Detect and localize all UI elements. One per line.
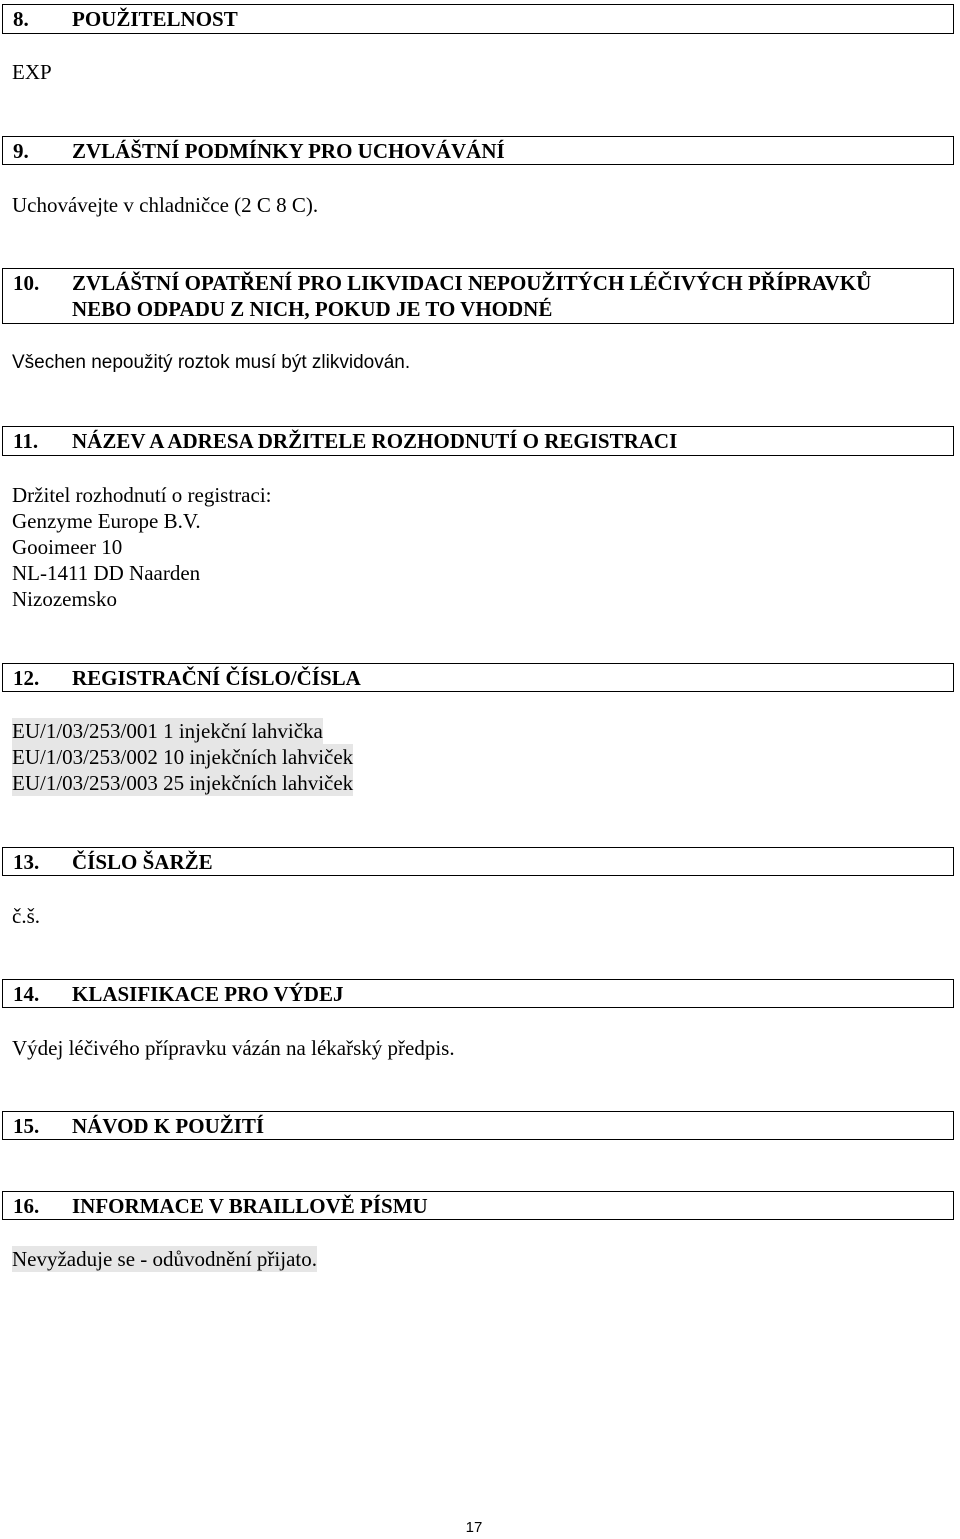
holder-country: Nizozemsko [12,587,117,611]
holder-street: Gooimeer 10 [12,535,123,559]
section-number: 16. [13,1194,40,1218]
section-11-header [2,426,954,456]
classification-text: Výdej léčivého přípravku vázán na lékařský předpis. [12,1036,455,1060]
section-title-line-2: NEBO ODPADU Z NICH, POKUD JE TO VHODNÉ [72,297,553,321]
section-9-header [2,136,954,165]
expiry-text: EXP [12,60,52,84]
section-title: NÁZEV A ADRESA DRŽITELE ROZHODNUTÍ O REGISTRACI [72,429,678,453]
section-8-header [2,4,954,34]
braille-text: Nevyžaduje se - odůvodnění přijato. [12,1247,317,1271]
section-title: REGISTRAČNÍ ČÍSLO/ČÍSLA [72,666,361,690]
holder-city: NL-1411 DD Naarden [12,561,201,585]
section-number: 11. [13,429,39,453]
holder-company: Genzyme Europe B.V. [12,509,201,533]
section-title: KLASIFIKACE PRO VÝDEJ [72,982,344,1006]
section-title: ZVLÁŠTNÍ PODMÍNKY PRO UCHOVÁVÁNÍ [72,139,505,163]
registration-number: EU/1/03/253/003 25 injekčních lahviček [12,771,354,795]
section-number: 12. [13,666,40,690]
section-15-header [2,1111,954,1140]
storage-text: Uchovávejte v chladničce (2 C 8 C). [12,193,319,217]
section-12-header [2,663,954,692]
section-14-header [2,979,954,1008]
section-title: INFORMACE V BRAILLOVĚ PÍSMU [72,1194,428,1218]
section-title: POUŽITELNOST [72,7,238,31]
page-number: 17 [465,1519,483,1536]
section-number: 13. [13,850,40,874]
section-10-header [2,268,954,324]
disposal-text: Všechen nepoužitý roztok musí být zlikvidován. [12,352,411,373]
batch-text: č.š. [12,904,40,928]
section-title: ČÍSLO ŠARŽE [72,850,213,874]
section-16-header [2,1191,954,1220]
section-title-line-1: ZVLÁŠTNÍ OPATŘENÍ PRO LIKVIDACI NEPOUŽITÝCH LÉČIVÝCH PŘÍPRAVKŮ [72,271,872,295]
registration-number: EU/1/03/253/002 10 injekčních lahviček [12,745,354,769]
section-number: 10. [13,271,40,295]
section-number: 14. [13,982,40,1006]
section-title: NÁVOD K POUŽITÍ [72,1114,265,1138]
section-13-header [2,847,954,876]
holder-label: Držitel rozhodnutí o registraci: [12,483,272,507]
section-number: 15. [13,1114,40,1138]
section-number: 9. [13,139,29,163]
registration-number: EU/1/03/253/001 1 injekční lahvička [12,719,323,743]
section-number: 8. [13,7,29,31]
